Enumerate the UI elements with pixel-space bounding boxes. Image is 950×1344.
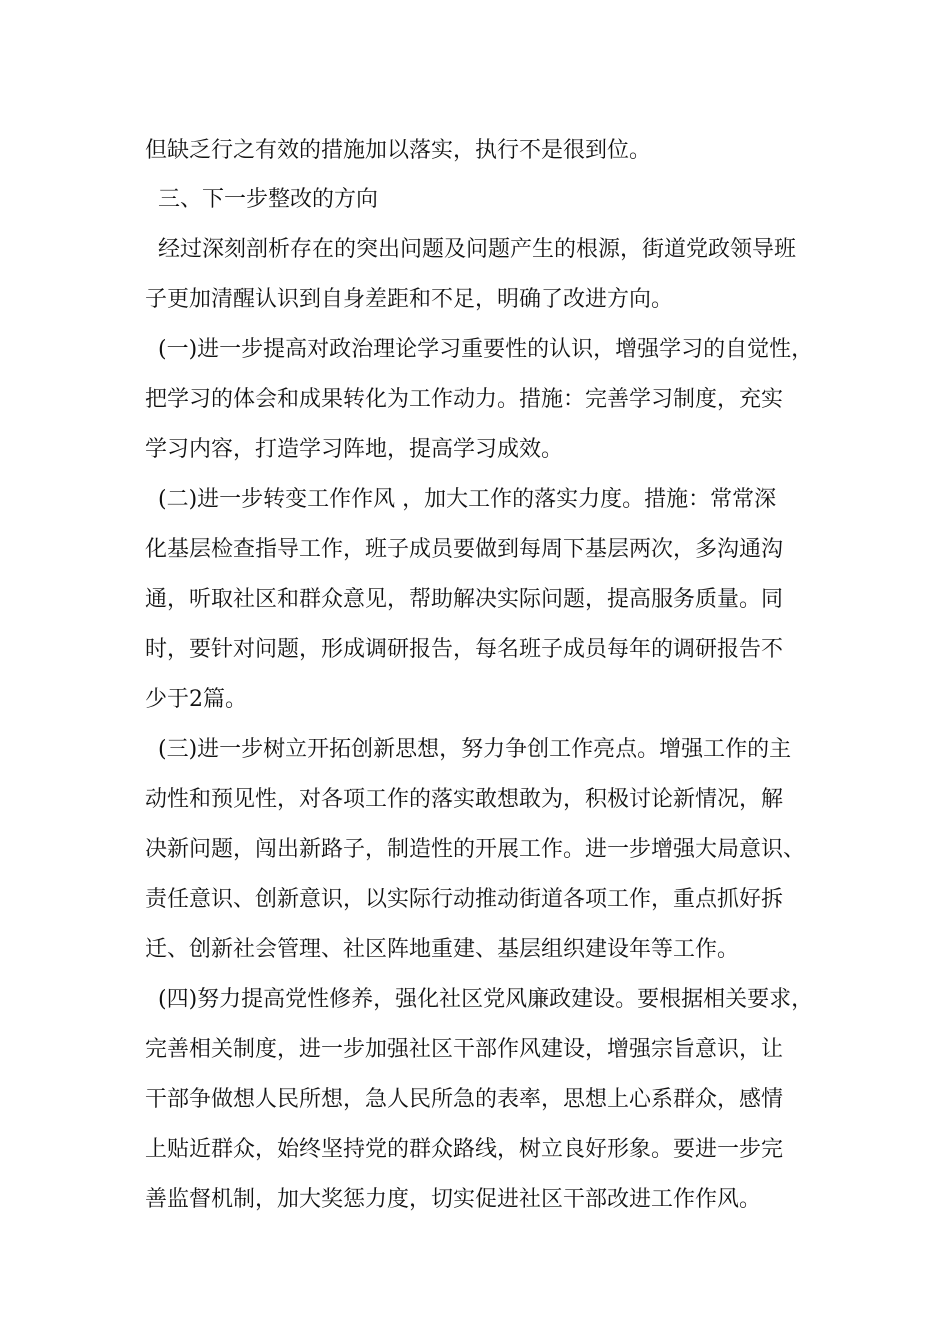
text-line: 子更加清醒认识到自身差距和不足，明确了改进方向。 bbox=[145, 287, 674, 312]
section-heading: 三、下一步整改的方向 bbox=[158, 187, 379, 212]
text-line: 经过深刻剖析存在的突出问题及问题产生的根源，街道党政领导班 bbox=[158, 237, 797, 262]
text-line: 完善相关制度，进一步加强社区干部作风建设，增强宗旨意识，让 bbox=[145, 1037, 784, 1062]
text-line: 化基层检查指导工作，班子成员要做到每周下基层两次，多沟通沟 bbox=[145, 537, 784, 562]
text-line: (一)进一步提高对政治理论学习重要性的认识，增强学习的自觉性， bbox=[158, 337, 814, 362]
text-line: 但缺乏行之有效的措施加以落实，执行不是很到位。 bbox=[145, 138, 652, 163]
text-line: (四)努力提高党性修养，强化社区党风廉政建设。要根据相关要求， bbox=[158, 987, 814, 1012]
text-line: (三)进一步树立开拓创新思想，努力争创工作亮点。增强工作的主 bbox=[158, 737, 792, 762]
text-line: (二)进一步转变工作作风 ，加大工作的落实力度。措施：常常深 bbox=[158, 487, 777, 512]
text-line: 善监督机制，加大奖惩力度，切实促进社区干部改进工作作风。 bbox=[145, 1187, 762, 1212]
text-line: 动性和预见性，对各项工作的落实敢想敢为，积极讨论新情况，解 bbox=[145, 787, 784, 812]
text-line: 干部争做想人民所想，急人民所急的表率，思想上心系群众，感情 bbox=[145, 1087, 784, 1112]
text-line: 通，听取社区和群众意见，帮助解决实际问题，提高服务质量。同 bbox=[145, 587, 784, 612]
text-line: 责任意识、创新意识，以实际行动推动街道各项工作，重点抓好拆 bbox=[145, 887, 784, 912]
text-line: 上贴近群众，始终坚持党的群众路线，树立良好形象。要进一步完 bbox=[145, 1137, 784, 1162]
text-line: 少于2篇。 bbox=[145, 687, 247, 712]
text-line: 决新问题，闯出新路子，制造性的开展工作。进一步增强大局意识、 bbox=[145, 837, 806, 862]
text-line: 时，要针对问题，形成调研报告，每名班子成员每年的调研报告不 bbox=[145, 637, 784, 662]
text-line: 把学习的体会和成果转化为工作动力。措施：完善学习制度，充实 bbox=[145, 387, 784, 412]
text-line: 迁、创新社会管理、社区阵地重建、基层组织建设年等工作。 bbox=[145, 937, 740, 962]
text-line: 学习内容，打造学习阵地，提高学习成效。 bbox=[145, 437, 564, 462]
